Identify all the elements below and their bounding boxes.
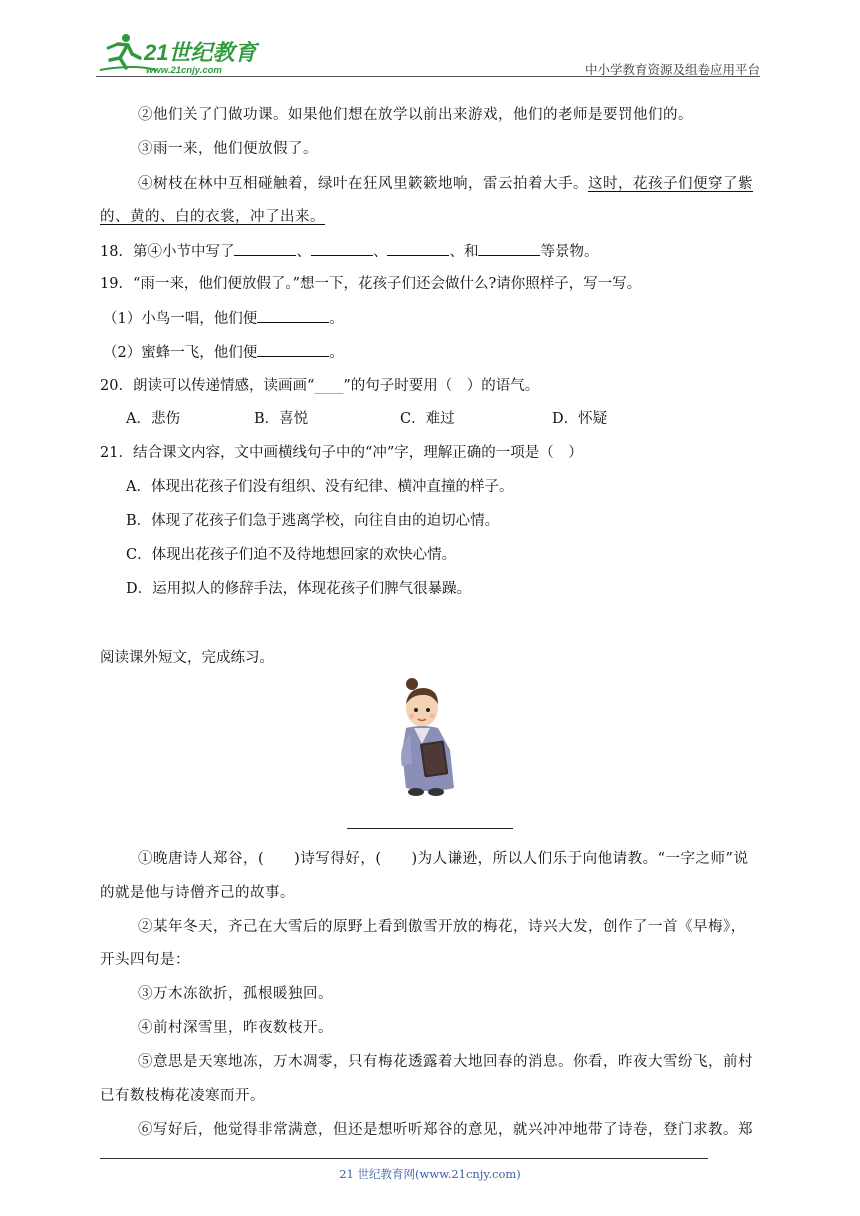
- passage-paragraph-4-cont: [100, 207, 325, 227]
- question-20: [100, 376, 539, 396]
- answer-blank[interactable]: [234, 241, 296, 256]
- article-paragraph-1-cont: 的就是他与诗僧齐己的故事。: [100, 885, 295, 901]
- answer-blank[interactable]: [311, 241, 373, 256]
- q18-separator: 、和: [449, 244, 479, 260]
- article-paragraph-2: ②某年冬天，齐己在大雪后的原野上看到傲雪开放的梅花，诗兴大发，创作了一首《早梅》，: [138, 919, 746, 935]
- answer-blank[interactable]: [478, 241, 540, 256]
- site-logo[interactable]: [96, 30, 266, 76]
- footer-divider: [100, 1158, 708, 1159]
- header-divider: [96, 76, 760, 77]
- q20-option-d[interactable]: D．怀疑: [552, 411, 608, 427]
- q21-option-d[interactable]: D．运用拟人的修辞手法，体现花孩子们脾气很暴躁。: [126, 581, 472, 597]
- passage-paragraph-3: ③雨一来，他们便放假了。: [138, 141, 318, 157]
- paragraph-4-text: ④树枝在林中互相碰触着，绿叶在狂风里簌簌地响，雷云拍着大手。: [138, 176, 588, 192]
- article-paragraph-5-cont: 已有数枝梅花凌寒而开。: [100, 1088, 265, 1104]
- q21-option-a[interactable]: A．体现出花孩子们没有组织、没有纪律、横冲直撞的样子。: [126, 479, 514, 495]
- q20-blank: ____: [314, 378, 344, 394]
- question-19: 19．“雨一来，他们便放假了。”想一下，花孩子们还会做什么?请你照样子，写一写。: [100, 276, 642, 292]
- q21-option-c[interactable]: C．体现出花孩子们迫不及待地想回家的欢快心情。: [126, 547, 457, 563]
- page-header: [96, 28, 760, 78]
- article-paragraph-2-cont: 开头四句是：: [100, 952, 190, 968]
- answer-blank[interactable]: [387, 241, 449, 256]
- question-21: 21．结合课文内容，文中画横线句子中的“冲”字，理解正确的一项是（ ）: [100, 445, 583, 461]
- article-paragraph-4: ④前村深雪里，昨夜数枝开。: [138, 1020, 333, 1036]
- article-paragraph-1: ①晚唐诗人郑谷，( )诗写得好，( )为人谦逊，所以人们乐于向他请教。“一字之师”说: [138, 851, 749, 867]
- title-blank-line[interactable]: [347, 828, 513, 829]
- q20-option-b[interactable]: B．喜悦: [254, 411, 309, 427]
- passage-paragraph-2: ②他们关了门做功课。如果他们想在放学以前出来游戏，他们的老师是要罚他们的。: [138, 107, 693, 123]
- q20-option-a[interactable]: A．悲伤: [126, 411, 180, 427]
- question-18: [100, 241, 598, 262]
- q19-period: 。: [329, 345, 344, 361]
- q18-stem: 18．第④小节中写了: [100, 244, 235, 260]
- q20-stem-a: 20．朗读可以传递情感，读画画“: [100, 378, 315, 394]
- q21-option-b[interactable]: B．体现了花孩子们急于逃离学校，向往自由的迫切心情。: [126, 513, 500, 529]
- page-footer[interactable]: 21 世纪教育网(www.21cnjy.com): [339, 1167, 521, 1181]
- q20-option-c[interactable]: C．难过: [400, 411, 455, 427]
- platform-name: 中小学教育资源及组卷应用平台: [584, 62, 760, 77]
- q19-item-1-text: （1）小鸟一唱，他们便: [103, 311, 258, 327]
- q19-period: 。: [329, 311, 344, 327]
- underlined-sentence-cont: 的、黄的、白的衣裳，冲了出来。: [100, 209, 325, 225]
- q19-item-1: [103, 308, 344, 329]
- article-paragraph-6: ⑥写好后，他觉得非常满意，但还是想听听郑谷的意见，就兴冲冲地带了诗卷，登门求教。郑: [138, 1122, 753, 1138]
- q18-separator: 、: [372, 244, 388, 260]
- q19-item-2-text: （2）蜜蜂一飞，他们便: [103, 345, 258, 361]
- logo-text: 21世纪教育: [144, 40, 257, 65]
- passage-paragraph-4: [138, 174, 753, 194]
- q20-stem-b: ”的句子时要用（ ）的语气。: [343, 378, 540, 394]
- q20-options: [126, 409, 607, 429]
- q19-item-2: [103, 342, 344, 363]
- underlined-sentence: 这时，花孩子们便穿了紫: [588, 176, 753, 192]
- answer-blank[interactable]: [257, 342, 329, 357]
- article-paragraph-5: ⑤意思是天寒地冻，万木凋零，只有梅花透露着大地回春的消息。你看，昨夜大雪纷飞，前村: [138, 1054, 753, 1070]
- article-paragraph-3: ③万木冻欲折，孤根暖独回。: [138, 986, 333, 1002]
- logo-url: www.21cnjy.com: [146, 65, 222, 76]
- section-intro: 阅读课外短文，完成练习。: [100, 650, 274, 666]
- q18-separator: 、: [296, 244, 311, 260]
- scholar-illustration: [392, 678, 468, 800]
- q18-end: 等景物。: [540, 244, 599, 260]
- answer-blank[interactable]: [257, 308, 329, 323]
